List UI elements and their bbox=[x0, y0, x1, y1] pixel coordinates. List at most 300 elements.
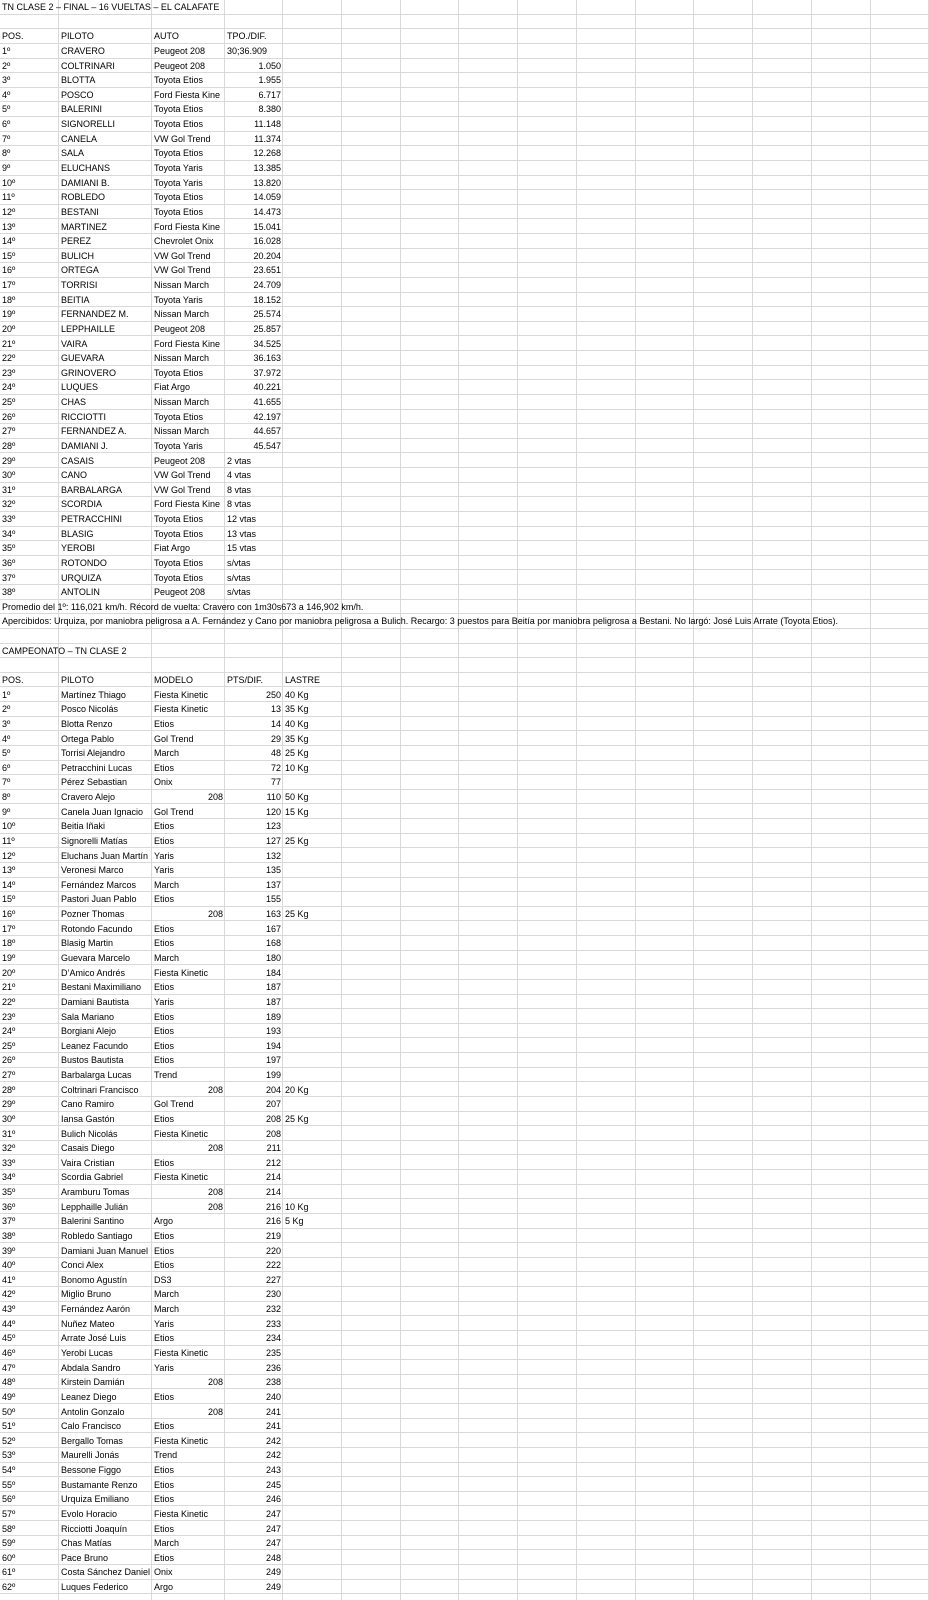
race-time-cell[interactable]: 6.717 bbox=[258, 89, 281, 100]
champ-pilot-cell[interactable]: Yerobi Lucas bbox=[61, 1348, 113, 1358]
champ-pilot-cell[interactable]: Balerini Santino bbox=[61, 1216, 125, 1227]
race-car-cell[interactable]: Nissan March bbox=[154, 353, 210, 364]
champ-pilot-cell[interactable]: D’Amico Andrés bbox=[61, 967, 126, 978]
race-pos-cell[interactable]: 20º bbox=[2, 323, 16, 334]
race-pilot-cell[interactable]: GRINOVERO bbox=[61, 367, 117, 378]
champ-ballast-cell[interactable] bbox=[283, 1229, 342, 1244]
champ-pilot-cell[interactable]: Chas Matías bbox=[61, 1538, 112, 1549]
champ-pilot-cell[interactable]: Calo Francisco bbox=[61, 1421, 122, 1432]
champ-ballast-cell[interactable]: 5 Kg bbox=[285, 1216, 304, 1227]
race-pilot-cell[interactable]: URQUIZA bbox=[61, 572, 102, 583]
champ-pts-cell[interactable]: 14 bbox=[270, 718, 281, 729]
champ-pilot-cell[interactable]: Eluchans Juan Martín bbox=[61, 850, 149, 861]
champ-model-cell[interactable]: Etios bbox=[154, 1479, 175, 1490]
champ-ballast-cell[interactable] bbox=[283, 1053, 342, 1068]
champ-ballast-cell[interactable] bbox=[283, 966, 342, 981]
race-time-cell[interactable]: s/vtas bbox=[227, 558, 251, 568]
race-time-cell[interactable]: 40.221 bbox=[253, 382, 281, 393]
champ-pilot-cell[interactable]: Scordia Gabriel bbox=[61, 1172, 124, 1183]
champ-pilot-cell[interactable]: Posco Nicolás bbox=[61, 704, 119, 715]
champ-ballast-cell[interactable]: 25 Kg bbox=[285, 748, 309, 759]
race-time-cell[interactable]: 24.709 bbox=[253, 280, 281, 290]
race-car-cell[interactable]: Chevrolet Onix bbox=[154, 236, 214, 247]
champ-pos-cell[interactable]: 30º bbox=[2, 1113, 16, 1124]
champ-pos-cell[interactable]: 40º bbox=[2, 1260, 16, 1271]
champ-pos-cell[interactable]: 62º bbox=[2, 1582, 16, 1592]
champ-model-cell[interactable]: 208 bbox=[207, 792, 223, 802]
champ-pilot-cell[interactable]: Abdala Sandro bbox=[61, 1362, 121, 1373]
champ-pos-cell[interactable]: 9º bbox=[2, 806, 11, 817]
champ-pos-cell[interactable]: 56º bbox=[2, 1494, 16, 1505]
champ-pts-cell[interactable]: 245 bbox=[265, 1479, 281, 1490]
champ-ballast-cell[interactable] bbox=[283, 1361, 342, 1376]
champ-pts-cell[interactable]: 168 bbox=[265, 938, 281, 949]
champ-pts-cell[interactable]: 193 bbox=[265, 1026, 281, 1037]
champ-pos-cell[interactable]: 46º bbox=[2, 1348, 16, 1358]
champ-model-cell[interactable]: Etios bbox=[154, 1465, 175, 1475]
champ-pos-cell[interactable]: 34º bbox=[2, 1172, 16, 1183]
champ-model-cell[interactable]: Gol Trend bbox=[154, 806, 194, 817]
champ-pos-cell[interactable]: 19º bbox=[2, 952, 16, 963]
race-pilot-cell[interactable]: BLASIG bbox=[61, 528, 94, 539]
champ-model-cell[interactable]: Etios bbox=[154, 1333, 175, 1344]
champ-pts-cell[interactable]: 219 bbox=[265, 1230, 281, 1241]
race-pos-cell[interactable]: 12º bbox=[2, 206, 16, 217]
champ-pts-cell[interactable]: 249 bbox=[265, 1567, 281, 1578]
race-pos-cell[interactable]: 11º bbox=[2, 192, 15, 203]
race-pos-cell[interactable]: 5º bbox=[2, 104, 11, 115]
race-car-cell[interactable]: Ford Fiesta Kine bbox=[154, 221, 221, 232]
champ-pos-cell[interactable]: 10º bbox=[2, 821, 16, 832]
champ-model-cell[interactable]: Etios bbox=[154, 982, 175, 993]
race-pos-cell[interactable]: 7º bbox=[2, 133, 11, 144]
race-pos-cell[interactable]: 37º bbox=[2, 572, 16, 583]
champ-pos-cell[interactable]: 48º bbox=[2, 1377, 16, 1388]
champ-pilot-cell[interactable]: Antolin Gonzalo bbox=[61, 1406, 125, 1417]
champ-ballast-cell[interactable] bbox=[283, 995, 342, 1010]
race-pos-cell[interactable]: 26º bbox=[2, 411, 16, 422]
race-pos-cell[interactable]: 16º bbox=[2, 265, 16, 276]
champ-pos-cell[interactable]: 52º bbox=[2, 1435, 16, 1446]
race-pos-cell[interactable]: 32º bbox=[2, 499, 16, 510]
race-car-cell[interactable]: Toyota Yaris bbox=[154, 177, 203, 188]
champ-ballast-cell[interactable] bbox=[283, 1024, 342, 1039]
champ-pts-cell[interactable]: 194 bbox=[265, 1040, 281, 1051]
race-time-cell[interactable]: 13 vtas bbox=[227, 528, 257, 539]
champ-pts-cell[interactable]: 13 bbox=[270, 704, 281, 715]
champ-pilot-cell[interactable]: Vaira Cristian bbox=[61, 1157, 115, 1168]
race-pilot-cell[interactable]: YEROBI bbox=[61, 543, 96, 554]
champ-pos-cell[interactable]: 37º bbox=[2, 1216, 16, 1227]
champ-pts-cell[interactable]: 180 bbox=[265, 952, 281, 963]
champ-pts-cell[interactable]: 250 bbox=[265, 689, 281, 700]
champ-ballast-cell[interactable] bbox=[283, 1141, 342, 1156]
champ-pos-cell[interactable]: 24º bbox=[2, 1026, 16, 1037]
champ-pos-cell[interactable]: 49º bbox=[2, 1391, 16, 1402]
champ-pilot-cell[interactable]: Signorelli Matías bbox=[61, 835, 128, 846]
champ-model-cell[interactable]: March bbox=[154, 879, 180, 890]
champ-ballast-cell[interactable] bbox=[283, 1463, 342, 1478]
champ-pilot-cell[interactable]: Pastori Juan Pablo bbox=[61, 894, 137, 905]
champ-pts-cell[interactable]: 234 bbox=[265, 1333, 281, 1344]
champ-pilot-cell[interactable]: Rotondo Facundo bbox=[61, 923, 133, 934]
champ-pilot-cell[interactable]: Arrate José Luis bbox=[61, 1333, 127, 1344]
race-pilot-cell[interactable]: CHAS bbox=[61, 397, 87, 407]
champ-model-cell[interactable]: Fiesta Kinetic bbox=[154, 689, 209, 700]
race-pilot-cell[interactable]: BESTANI bbox=[61, 206, 99, 217]
race-header-time[interactable]: TPO./DIF. bbox=[227, 31, 267, 42]
champ-model-cell[interactable]: 208 bbox=[207, 909, 223, 920]
champ-model-cell[interactable]: 208 bbox=[207, 1143, 223, 1154]
champ-pilot-cell[interactable]: Leanez Diego bbox=[61, 1391, 117, 1402]
champ-pilot-cell[interactable]: Aramburu Tomas bbox=[61, 1187, 130, 1197]
champ-pts-cell[interactable]: 155 bbox=[265, 894, 281, 905]
champ-model-cell[interactable]: Etios bbox=[154, 1157, 175, 1168]
champ-model-cell[interactable]: Etios bbox=[154, 894, 175, 905]
race-pos-cell[interactable]: 29º bbox=[2, 455, 16, 466]
race-time-cell[interactable]: 4 vtas bbox=[227, 470, 252, 481]
champ-model-cell[interactable]: Yaris bbox=[154, 996, 174, 1007]
race-car-cell[interactable]: Toyota Etios bbox=[154, 572, 204, 583]
champ-pilot-cell[interactable]: Veronesi Marco bbox=[61, 865, 124, 876]
race-pos-cell[interactable]: 19º bbox=[2, 309, 16, 320]
champ-ballast-cell[interactable] bbox=[283, 1536, 342, 1551]
champ-pilot-cell[interactable]: Pozner Thomas bbox=[61, 909, 125, 920]
race-pos-cell[interactable]: 17º bbox=[2, 280, 16, 290]
champ-ballast-cell[interactable]: 15 Kg bbox=[285, 806, 309, 817]
champ-pos-cell[interactable]: 13º bbox=[2, 865, 16, 876]
champ-pos-cell[interactable]: 5º bbox=[2, 748, 11, 759]
race-pilot-cell[interactable]: VAIRA bbox=[61, 338, 88, 349]
champ-pts-cell[interactable]: 211 bbox=[266, 1143, 281, 1154]
race-car-cell[interactable]: Toyota Yaris bbox=[154, 162, 203, 173]
champ-ballast-cell[interactable] bbox=[283, 1185, 342, 1200]
champ-pos-cell[interactable]: 54º bbox=[2, 1465, 16, 1475]
champ-pts-cell[interactable]: 227 bbox=[265, 1274, 281, 1285]
race-pos-cell[interactable]: 21º bbox=[2, 338, 16, 349]
champ-pos-cell[interactable]: 53º bbox=[2, 1450, 16, 1461]
champ-pts-cell[interactable]: 120 bbox=[265, 806, 281, 817]
champ-pilot-cell[interactable]: Leanez Facundo bbox=[61, 1040, 129, 1051]
champ-ballast-cell[interactable] bbox=[283, 1390, 342, 1405]
champ-pilot-cell[interactable]: Martínez Thiago bbox=[61, 689, 126, 700]
race-pos-cell[interactable]: 14º bbox=[2, 236, 16, 247]
champ-pilot-cell[interactable]: Bulich Nicolás bbox=[61, 1128, 118, 1139]
race-car-cell[interactable]: Fiat Argo bbox=[154, 382, 191, 393]
race-header-pos[interactable]: POS. bbox=[2, 31, 24, 42]
race-pilot-cell[interactable]: ANTOLIN bbox=[61, 587, 100, 598]
race-car-cell[interactable]: Peugeot 208 bbox=[154, 455, 206, 466]
race-pilot-cell[interactable]: PETRACCHINI bbox=[61, 514, 123, 525]
champ-pilot-cell[interactable]: Lepphaille Julián bbox=[61, 1201, 129, 1212]
champ-pos-cell[interactable]: 51º bbox=[2, 1421, 16, 1432]
race-car-cell[interactable]: VW Gol Trend bbox=[154, 250, 211, 261]
race-pilot-cell[interactable]: SALA bbox=[61, 148, 85, 159]
champ-header-pts[interactable]: PTS/DIF. bbox=[227, 675, 264, 685]
champ-pilot-cell[interactable]: Bustamante Renzo bbox=[61, 1479, 138, 1490]
champ-pilot-cell[interactable]: Torrisi Alejandro bbox=[61, 748, 126, 759]
race-pilot-cell[interactable]: CRAVERO bbox=[61, 45, 105, 56]
champ-pilot-cell[interactable]: Bergallo Tomas bbox=[61, 1435, 123, 1446]
race-pilot-cell[interactable]: ORTEGA bbox=[61, 265, 99, 276]
race-pos-cell[interactable]: 34º bbox=[2, 528, 16, 539]
champ-header-pilot[interactable]: PILOTO bbox=[61, 675, 94, 685]
race-time-cell[interactable]: 36.163 bbox=[253, 353, 281, 364]
champ-ballast-cell[interactable] bbox=[283, 878, 342, 893]
race-car-cell[interactable]: Ford Fiesta Kine bbox=[154, 89, 221, 100]
champ-pos-cell[interactable]: 41º bbox=[2, 1274, 16, 1285]
champ-ballast-cell[interactable] bbox=[283, 1419, 342, 1434]
champ-pos-cell[interactable]: 27º bbox=[2, 1070, 16, 1080]
champ-ballast-cell[interactable] bbox=[283, 1039, 342, 1054]
race-car-cell[interactable]: Toyota Etios bbox=[154, 104, 204, 115]
champ-pts-cell[interactable]: 199 bbox=[265, 1070, 281, 1080]
race-pilot-cell[interactable]: BARBALARGA bbox=[61, 484, 123, 495]
race-car-cell[interactable]: Peugeot 208 bbox=[154, 45, 206, 56]
champ-ballast-cell[interactable] bbox=[283, 1317, 342, 1332]
champ-ballast-cell[interactable] bbox=[283, 775, 342, 790]
champ-pos-cell[interactable]: 6º bbox=[2, 762, 11, 773]
champ-pts-cell[interactable]: 236 bbox=[265, 1362, 281, 1373]
race-car-cell[interactable]: Ford Fiesta Kine bbox=[154, 499, 221, 510]
champ-ballast-cell[interactable] bbox=[283, 1580, 342, 1595]
champ-pos-cell[interactable]: 8º bbox=[2, 792, 11, 802]
champ-pts-cell[interactable]: 77 bbox=[270, 777, 281, 788]
race-pilot-cell[interactable]: LUQUES bbox=[61, 382, 99, 393]
champ-model-cell[interactable]: Etios bbox=[154, 1552, 175, 1563]
champ-pilot-cell[interactable]: Blasig Martin bbox=[61, 938, 114, 949]
champ-pilot-cell[interactable]: Kirstein Damián bbox=[61, 1377, 125, 1388]
champ-ballast-cell[interactable] bbox=[283, 849, 342, 864]
champ-pts-cell[interactable]: 110 bbox=[266, 792, 281, 802]
champ-pos-cell[interactable]: 60º bbox=[2, 1552, 16, 1563]
champ-pts-cell[interactable]: 247 bbox=[265, 1508, 281, 1519]
champ-pos-cell[interactable]: 43º bbox=[2, 1304, 16, 1315]
race-time-cell[interactable]: 45.547 bbox=[253, 440, 281, 451]
race-time-cell[interactable]: 13.385 bbox=[253, 162, 281, 173]
race-time-cell[interactable]: 11.148 bbox=[254, 119, 281, 130]
race-time-cell[interactable]: 8 vtas bbox=[227, 499, 252, 510]
champ-pos-cell[interactable]: 47º bbox=[2, 1362, 16, 1373]
champ-model-cell[interactable]: Etios bbox=[154, 1040, 175, 1051]
race-car-cell[interactable]: Toyota Etios bbox=[154, 148, 204, 159]
champ-ballast-cell[interactable] bbox=[283, 1565, 342, 1580]
champ-model-cell[interactable]: Etios bbox=[154, 1494, 175, 1505]
champ-pts-cell[interactable]: 204 bbox=[265, 1084, 281, 1095]
champ-pos-cell[interactable]: 12º bbox=[2, 850, 16, 861]
champ-ballast-cell[interactable] bbox=[283, 1434, 342, 1449]
race-average-note[interactable]: Promedio del 1º: 116,021 km/h. Récord de vuelta: Cravero con 1m30s673 a 146,902 km/h. bbox=[2, 601, 364, 612]
champ-pts-cell[interactable]: 233 bbox=[265, 1318, 281, 1329]
champ-pos-cell[interactable]: 42º bbox=[2, 1289, 16, 1300]
champ-pilot-cell[interactable]: Barbalarga Lucas bbox=[61, 1070, 132, 1080]
champ-pilot-cell[interactable]: Beitia Iñaki bbox=[61, 821, 106, 832]
champ-ballast-cell[interactable] bbox=[283, 1302, 342, 1317]
champ-pts-cell[interactable]: 208 bbox=[265, 1128, 281, 1139]
race-pilot-cell[interactable]: TORRISI bbox=[61, 280, 98, 290]
champ-pilot-cell[interactable]: Bessone Figgo bbox=[61, 1465, 122, 1475]
champ-pos-cell[interactable]: 21º bbox=[2, 982, 16, 993]
race-car-cell[interactable]: Peugeot 208 bbox=[154, 323, 206, 334]
race-pilot-cell[interactable]: COLTRINARI bbox=[61, 60, 115, 71]
champ-pos-cell[interactable]: 1º bbox=[2, 689, 11, 700]
champ-pts-cell[interactable]: 137 bbox=[265, 879, 281, 890]
race-header-car[interactable]: AUTO bbox=[154, 31, 179, 42]
champ-ballast-cell[interactable] bbox=[283, 922, 342, 937]
champ-pilot-cell[interactable]: Urquiza Emiliano bbox=[61, 1494, 130, 1505]
champ-ballast-cell[interactable] bbox=[283, 980, 342, 995]
champ-pts-cell[interactable]: 240 bbox=[265, 1391, 281, 1402]
champ-model-cell[interactable]: Yaris bbox=[154, 1318, 174, 1329]
champ-pos-cell[interactable]: 31º bbox=[2, 1128, 16, 1139]
champ-model-cell[interactable]: 208 bbox=[207, 1377, 223, 1388]
race-car-cell[interactable]: Nissan March bbox=[154, 426, 210, 437]
champ-pts-cell[interactable]: 135 bbox=[265, 865, 281, 876]
champ-pilot-cell[interactable]: Pérez Sebastian bbox=[61, 777, 128, 788]
champ-pts-cell[interactable]: 222 bbox=[265, 1260, 281, 1271]
champ-model-cell[interactable]: Fiesta Kinetic bbox=[154, 1128, 209, 1139]
race-car-cell[interactable]: Nissan March bbox=[154, 397, 210, 407]
champ-model-cell[interactable]: Etios bbox=[154, 1245, 175, 1256]
race-pilot-cell[interactable]: ELUCHANS bbox=[61, 162, 111, 173]
race-pos-cell[interactable]: 35º bbox=[2, 543, 16, 554]
champ-pos-cell[interactable]: 57º bbox=[2, 1508, 16, 1519]
champ-pos-cell[interactable]: 25º bbox=[2, 1040, 16, 1051]
champ-pilot-cell[interactable]: Cano Ramiro bbox=[61, 1099, 115, 1110]
champ-ballast-cell[interactable] bbox=[283, 819, 342, 834]
race-pos-cell[interactable]: 28º bbox=[2, 440, 16, 451]
race-time-cell[interactable]: 25.574 bbox=[253, 309, 281, 320]
champ-pos-cell[interactable]: 61º bbox=[2, 1567, 16, 1578]
race-pilot-cell[interactable]: FERNANDEZ A. bbox=[61, 426, 127, 437]
champ-pilot-cell[interactable]: Ortega Pablo bbox=[61, 733, 115, 744]
champ-ballast-cell[interactable] bbox=[283, 1170, 342, 1185]
race-car-cell[interactable]: Toyota Etios bbox=[154, 119, 204, 130]
champ-pts-cell[interactable]: 197 bbox=[265, 1055, 281, 1066]
race-pos-cell[interactable]: 31º bbox=[2, 484, 16, 495]
champ-pts-cell[interactable]: 123 bbox=[265, 821, 281, 832]
race-time-cell[interactable]: 20.204 bbox=[253, 250, 281, 261]
champ-ballast-cell[interactable]: 10 Kg bbox=[285, 762, 309, 773]
champ-pilot-cell[interactable]: Bonomo Agustín bbox=[61, 1274, 128, 1285]
champ-ballast-cell[interactable]: 10 Kg bbox=[285, 1201, 309, 1212]
champ-pilot-cell[interactable]: Evolo Horacio bbox=[61, 1508, 118, 1519]
champ-model-cell[interactable]: 208 bbox=[207, 1084, 223, 1095]
race-car-cell[interactable]: Toyota Etios bbox=[154, 192, 204, 203]
race-time-cell[interactable]: 15 vtas bbox=[227, 543, 257, 554]
champ-pilot-cell[interactable]: Bestani Maximiliano bbox=[61, 982, 142, 993]
race-time-cell[interactable]: 34.525 bbox=[253, 338, 281, 349]
champ-pts-cell[interactable]: 247 bbox=[265, 1538, 281, 1549]
champ-pos-cell[interactable]: 7º bbox=[2, 777, 11, 788]
champ-pts-cell[interactable]: 163 bbox=[265, 909, 281, 920]
race-pos-cell[interactable]: 22º bbox=[2, 353, 16, 364]
champ-pos-cell[interactable]: 45º bbox=[2, 1333, 16, 1344]
race-time-cell[interactable]: 13.820 bbox=[253, 177, 281, 188]
race-car-cell[interactable]: Toyota Etios bbox=[154, 558, 204, 568]
race-header-pilot[interactable]: PILOTO bbox=[61, 31, 94, 42]
champ-ballast-cell[interactable] bbox=[283, 1244, 342, 1259]
champ-pts-cell[interactable]: 216 bbox=[265, 1216, 281, 1227]
champ-pilot-cell[interactable]: Coltrinari Francisco bbox=[61, 1084, 139, 1095]
champ-pilot-cell[interactable]: Casais Diego bbox=[61, 1143, 115, 1154]
race-car-cell[interactable]: Toyota Etios bbox=[154, 206, 204, 217]
champ-pts-cell[interactable]: 220 bbox=[265, 1245, 281, 1256]
race-time-cell[interactable]: 12.268 bbox=[253, 148, 281, 159]
champ-pts-cell[interactable]: 208 bbox=[265, 1113, 281, 1124]
champ-ballast-cell[interactable] bbox=[283, 892, 342, 907]
champ-ballast-cell[interactable]: 40 Kg bbox=[285, 689, 309, 700]
champ-pts-cell[interactable]: 29 bbox=[270, 733, 281, 744]
champ-model-cell[interactable]: Etios bbox=[154, 821, 175, 832]
race-car-cell[interactable]: Ford Fiesta Kine bbox=[154, 338, 221, 349]
champ-pos-cell[interactable]: 18º bbox=[2, 938, 16, 949]
champ-model-cell[interactable]: Trend bbox=[154, 1070, 178, 1080]
race-time-cell[interactable]: 11.374 bbox=[254, 133, 281, 144]
race-pilot-cell[interactable]: LEPPHAILLE bbox=[61, 323, 116, 334]
race-pilot-cell[interactable]: DAMIANI B. bbox=[61, 177, 110, 188]
race-pos-cell[interactable]: 23º bbox=[2, 367, 16, 378]
champ-pts-cell[interactable]: 214 bbox=[265, 1172, 281, 1183]
champ-ballast-cell[interactable] bbox=[283, 1478, 342, 1493]
champ-ballast-cell[interactable] bbox=[283, 1156, 342, 1171]
champ-model-cell[interactable]: Yaris bbox=[154, 865, 174, 876]
champ-model-cell[interactable]: Onix bbox=[154, 777, 173, 788]
race-car-cell[interactable]: Toyota Yaris bbox=[154, 440, 203, 451]
champ-pilot-cell[interactable]: Bustos Bautista bbox=[61, 1055, 124, 1066]
race-pilot-cell[interactable]: MARTINEZ bbox=[61, 221, 107, 232]
champ-model-cell[interactable]: DS3 bbox=[154, 1274, 172, 1285]
champ-pilot-cell[interactable]: Maurelli Jonás bbox=[61, 1450, 120, 1461]
champ-pos-cell[interactable]: 55º bbox=[2, 1479, 16, 1490]
champ-model-cell[interactable]: Etios bbox=[154, 923, 175, 934]
champ-model-cell[interactable]: Etios bbox=[154, 1523, 175, 1534]
race-car-cell[interactable]: VW Gol Trend bbox=[154, 133, 211, 144]
champ-ballast-cell[interactable] bbox=[283, 951, 342, 966]
champ-model-cell[interactable]: March bbox=[154, 748, 180, 759]
champ-ballast-cell[interactable] bbox=[283, 1258, 342, 1273]
champ-pos-cell[interactable]: 11º bbox=[2, 835, 15, 846]
champ-ballast-cell[interactable] bbox=[283, 1492, 342, 1507]
race-car-cell[interactable]: Nissan March bbox=[154, 309, 210, 320]
champ-model-cell[interactable]: Etios bbox=[154, 1011, 175, 1022]
champ-ballast-cell[interactable]: 50 Kg bbox=[285, 792, 309, 802]
race-car-cell[interactable]: Toyota Yaris bbox=[154, 294, 203, 305]
champ-pilot-cell[interactable]: Costa Sánchez Daniel bbox=[61, 1567, 151, 1578]
race-car-cell[interactable]: Toyota Etios bbox=[154, 411, 204, 422]
race-time-cell[interactable]: 16.028 bbox=[253, 236, 281, 247]
champ-pilot-cell[interactable]: Iansa Gastón bbox=[61, 1113, 115, 1124]
champ-pilot-cell[interactable]: Damiani Bautista bbox=[61, 996, 130, 1007]
champ-model-cell[interactable]: Fiesta Kinetic bbox=[154, 1508, 209, 1519]
race-time-cell[interactable]: 44.657 bbox=[253, 426, 281, 437]
champ-pos-cell[interactable]: 29º bbox=[2, 1099, 16, 1110]
champ-ballast-cell[interactable] bbox=[283, 1375, 342, 1390]
race-pos-cell[interactable]: 18º bbox=[2, 294, 16, 305]
champ-pos-cell[interactable]: 22º bbox=[2, 996, 16, 1007]
champ-model-cell[interactable]: March bbox=[154, 952, 180, 963]
champ-model-cell[interactable]: Etios bbox=[154, 762, 175, 773]
race-time-cell[interactable]: 8.380 bbox=[258, 104, 281, 115]
champ-pts-cell[interactable]: 232 bbox=[265, 1304, 281, 1315]
champ-pos-cell[interactable]: 44º bbox=[2, 1318, 16, 1329]
champ-ballast-cell[interactable] bbox=[283, 1127, 342, 1142]
champ-ballast-cell[interactable] bbox=[283, 1010, 342, 1025]
champ-model-cell[interactable]: Yaris bbox=[154, 1362, 174, 1373]
champ-pilot-cell[interactable]: Miglio Bruno bbox=[61, 1289, 112, 1300]
champ-model-cell[interactable]: Etios bbox=[154, 1391, 175, 1402]
champ-model-cell[interactable]: March bbox=[154, 1538, 180, 1549]
